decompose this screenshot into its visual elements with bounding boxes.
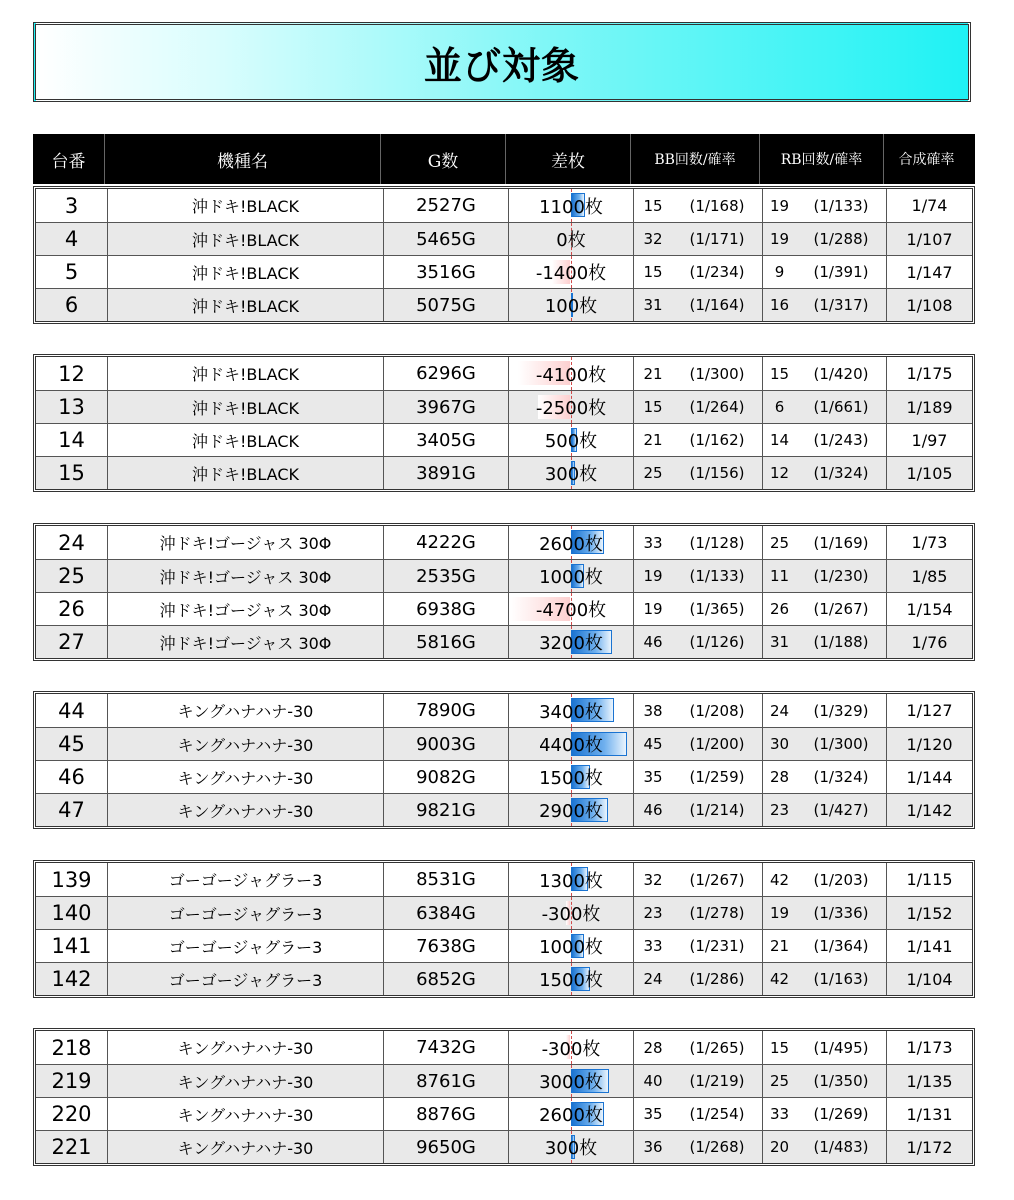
bb-rate: (1/164) — [672, 289, 763, 321]
bb-rate: (1/365) — [672, 593, 763, 625]
diff-label: 4400枚 — [539, 735, 603, 756]
combined-rate: 1/189 — [906, 397, 953, 417]
coin-difference — [509, 930, 634, 962]
bb-count: 33 — [643, 533, 663, 552]
rb-count: 6 — [774, 398, 785, 416]
machine-group — [33, 1028, 975, 1166]
combined-rate: 1/131 — [906, 1104, 953, 1124]
coin-difference — [509, 963, 634, 995]
table-row — [36, 255, 972, 288]
diff-label: 2600枚 — [539, 533, 603, 555]
combined-rate: 1/144 — [906, 767, 953, 787]
machine-group — [33, 354, 975, 492]
machine-name: 沖ドキ!BLACK — [108, 424, 384, 456]
bb-rate: (1/126) — [672, 626, 763, 658]
combined-rate: 1/115 — [906, 870, 953, 889]
coin-difference — [509, 256, 634, 288]
bb-rate: (1/156) — [672, 457, 763, 489]
game-count: 3891G — [384, 457, 509, 489]
bb-count: 25 — [643, 464, 663, 482]
machine-number: 45 — [36, 728, 108, 760]
table-row — [36, 288, 972, 321]
coin-difference — [509, 189, 634, 222]
machine-number: 44 — [36, 694, 108, 727]
bb-count: 32 — [643, 230, 663, 248]
coin-difference — [509, 1131, 634, 1163]
header-combined: 合成確率 — [898, 152, 955, 168]
combined-rate: 1/85 — [911, 566, 948, 586]
machine-number: 26 — [36, 593, 108, 625]
coin-difference — [509, 357, 634, 390]
bb-rate: (1/267) — [672, 863, 763, 896]
combined-rate: 1/74 — [911, 196, 948, 215]
bb-rate: (1/162) — [672, 424, 763, 456]
game-count: 9082G — [384, 761, 509, 793]
header-rb: RB回数/確率 — [760, 134, 884, 184]
combined-rate: 1/76 — [911, 632, 948, 652]
bb-rate: (1/133) — [672, 560, 763, 592]
bb-rate: (1/264) — [672, 391, 763, 423]
table-row — [36, 1031, 972, 1064]
diff-label: 100枚 — [544, 296, 598, 317]
machine-number: 219 — [36, 1065, 108, 1097]
combined-rate: 1/172 — [906, 1137, 953, 1157]
diff-label: 300枚 — [544, 464, 598, 485]
game-count: 5075G — [384, 289, 509, 321]
machine-number: 12 — [36, 357, 108, 390]
rb-rate: (1/364) — [796, 930, 887, 962]
coin-difference — [509, 1098, 634, 1130]
coin-difference — [509, 626, 634, 658]
rb-rate: (1/495) — [796, 1031, 887, 1064]
game-count: 8531G — [384, 863, 509, 896]
machine-name: 沖ドキ!ゴージャス 30Φ — [108, 560, 384, 592]
machine-name: ゴーゴージャグラー3 — [108, 930, 384, 962]
bb-rate: (1/168) — [672, 189, 763, 222]
game-count: 5816G — [384, 626, 509, 658]
table-row — [36, 1097, 972, 1130]
bb-rate: (1/231) — [672, 930, 763, 962]
rb-rate: (1/324) — [796, 761, 887, 793]
bb-count: 28 — [643, 1038, 663, 1057]
combined-rate: 1/108 — [906, 295, 953, 315]
machine-name: キングハナハナ-30 — [108, 1065, 384, 1097]
bb-count: 15 — [643, 196, 663, 215]
rb-count: 25 — [769, 533, 790, 552]
machine-name: 沖ドキ!ゴージャス 30Φ — [108, 526, 384, 559]
rb-rate: (1/267) — [796, 593, 887, 625]
rb-rate: (1/324) — [796, 457, 887, 489]
rb-rate: (1/317) — [796, 289, 887, 321]
rb-count: 19 — [769, 196, 790, 215]
machine-number: 27 — [36, 626, 108, 658]
machine-number: 47 — [36, 794, 108, 826]
game-count: 9821G — [384, 794, 509, 826]
bb-count: 15 — [643, 398, 663, 416]
rb-rate: (1/300) — [796, 728, 887, 760]
bb-count: 21 — [643, 364, 663, 383]
rb-count: 15 — [769, 1038, 790, 1057]
machine-name: キングハナハナ-30 — [108, 761, 384, 793]
rb-rate: (1/661) — [796, 391, 887, 423]
machine-number: 142 — [36, 963, 108, 995]
coin-difference — [509, 794, 634, 826]
header-bb: BB回数/確率 — [631, 134, 760, 184]
diff-label: 3200枚 — [539, 633, 603, 654]
game-count: 7890G — [384, 694, 509, 727]
machine-group — [33, 523, 975, 661]
diff-label: -2500枚 — [535, 398, 607, 419]
game-count: 6938G — [384, 593, 509, 625]
table-row — [36, 1130, 972, 1163]
machine-name: ゴーゴージャグラー3 — [108, 897, 384, 929]
game-count: 7432G — [384, 1031, 509, 1064]
rb-count: 15 — [769, 364, 790, 383]
diff-label: 1500枚 — [539, 768, 603, 789]
rb-rate: (1/188) — [796, 626, 887, 658]
machine-name: キングハナハナ-30 — [108, 694, 384, 727]
coin-difference — [509, 560, 634, 592]
table-row — [36, 189, 972, 222]
rb-rate: (1/420) — [796, 357, 887, 390]
machine-number: 139 — [36, 863, 108, 896]
combined-rate: 1/104 — [906, 969, 953, 989]
game-count: 2527G — [384, 189, 509, 222]
table-row — [36, 222, 972, 255]
rb-count: 42 — [769, 970, 790, 988]
header-name: 機種名 — [105, 134, 381, 184]
bb-count: 23 — [643, 904, 663, 922]
bb-rate: (1/254) — [672, 1098, 763, 1130]
rb-rate: (1/169) — [796, 526, 887, 559]
machine-number: 221 — [36, 1131, 108, 1163]
machine-name: キングハナハナ-30 — [108, 1098, 384, 1130]
machine-name: 沖ドキ!BLACK — [108, 289, 384, 321]
diff-label: 300枚 — [544, 1138, 598, 1159]
combined-rate: 1/135 — [906, 1071, 953, 1091]
rb-rate: (1/163) — [796, 963, 887, 995]
game-count: 6296G — [384, 357, 509, 390]
game-count: 3405G — [384, 424, 509, 456]
bb-count: 31 — [643, 296, 663, 314]
game-count: 2535G — [384, 560, 509, 592]
bb-count: 46 — [643, 801, 663, 819]
machine-name: 沖ドキ!BLACK — [108, 391, 384, 423]
coin-difference — [509, 526, 634, 559]
machine-number: 220 — [36, 1098, 108, 1130]
table-row — [36, 896, 972, 929]
bb-rate: (1/265) — [672, 1031, 763, 1064]
coin-difference — [509, 863, 634, 896]
bb-rate: (1/171) — [672, 223, 763, 255]
table-row — [36, 727, 972, 760]
coin-difference — [509, 1031, 634, 1064]
table-row — [36, 694, 972, 727]
machine-number: 15 — [36, 457, 108, 489]
bb-count: 45 — [643, 735, 663, 753]
table-row — [36, 592, 972, 625]
combined-rate: 1/154 — [906, 599, 953, 619]
machine-name: 沖ドキ!BLACK — [108, 223, 384, 255]
rb-rate: (1/243) — [796, 424, 887, 456]
game-count: 4222G — [384, 526, 509, 559]
machine-name: キングハナハナ-30 — [108, 1131, 384, 1163]
machine-name: ゴーゴージャグラー3 — [108, 863, 384, 896]
combined-rate: 1/107 — [906, 229, 953, 249]
rb-count: 19 — [769, 904, 790, 922]
rb-rate: (1/230) — [796, 560, 887, 592]
game-count: 8761G — [384, 1065, 509, 1097]
game-count: 6852G — [384, 963, 509, 995]
combined-rate: 1/105 — [906, 463, 953, 483]
table-row — [36, 390, 972, 423]
table-row — [36, 962, 972, 995]
game-count: 3516G — [384, 256, 509, 288]
machine-name: キングハナハナ-30 — [108, 794, 384, 826]
machine-group — [33, 186, 975, 324]
bb-count: 36 — [643, 1138, 663, 1156]
machine-name: 沖ドキ!BLACK — [108, 256, 384, 288]
coin-difference — [509, 289, 634, 321]
bb-rate: (1/259) — [672, 761, 763, 793]
rb-count: 33 — [769, 1105, 790, 1123]
bb-count: 19 — [643, 600, 663, 618]
table-row — [36, 559, 972, 592]
bb-count: 46 — [643, 633, 663, 651]
machine-number: 3 — [36, 189, 108, 222]
coin-difference — [509, 761, 634, 793]
bb-rate: (1/234) — [672, 256, 763, 288]
header-games: G数 — [381, 134, 506, 184]
table-row — [36, 760, 972, 793]
diff-label: 1500枚 — [539, 970, 603, 991]
machine-name: キングハナハナ-30 — [108, 1031, 384, 1064]
bb-rate: (1/208) — [672, 694, 763, 727]
combined-rate: 1/152 — [906, 903, 953, 923]
rb-rate: (1/203) — [796, 863, 887, 896]
rb-count: 26 — [769, 600, 790, 618]
machine-number: 140 — [36, 897, 108, 929]
diff-label: 1100枚 — [539, 196, 603, 218]
rb-count: 42 — [769, 870, 790, 889]
table-row — [36, 1064, 972, 1097]
table-row — [36, 423, 972, 456]
bb-count: 38 — [643, 701, 663, 720]
page-title: 並び対象 — [423, 43, 580, 88]
table-row — [36, 793, 972, 826]
coin-difference — [509, 424, 634, 456]
combined-rate: 1/147 — [906, 262, 953, 282]
rb-rate: (1/133) — [796, 189, 887, 222]
rb-count: 19 — [769, 230, 790, 248]
rb-rate: (1/427) — [796, 794, 887, 826]
rb-count: 25 — [769, 1072, 790, 1090]
bb-count: 33 — [643, 937, 663, 955]
table-row — [36, 456, 972, 489]
bb-rate: (1/214) — [672, 794, 763, 826]
game-count: 7638G — [384, 930, 509, 962]
bb-rate: (1/128) — [672, 526, 763, 559]
machine-number: 25 — [36, 560, 108, 592]
coin-difference — [509, 391, 634, 423]
diff-label: 1000枚 — [539, 937, 603, 958]
machine-name: ゴーゴージャグラー3 — [108, 963, 384, 995]
rb-count: 31 — [769, 633, 790, 651]
combined-rate: 1/127 — [906, 701, 953, 720]
rb-count: 14 — [769, 431, 790, 449]
bb-rate: (1/200) — [672, 728, 763, 760]
bb-count: 15 — [643, 263, 663, 281]
rb-count: 30 — [769, 735, 790, 753]
machine-number: 6 — [36, 289, 108, 321]
table-row — [36, 929, 972, 962]
rb-rate: (1/288) — [796, 223, 887, 255]
rb-count: 12 — [769, 464, 790, 482]
machine-group — [33, 860, 975, 998]
bb-rate: (1/286) — [672, 963, 763, 995]
diff-label: 3400枚 — [539, 701, 603, 723]
rb-count: 20 — [769, 1138, 790, 1156]
machine-number: 46 — [36, 761, 108, 793]
bb-count: 32 — [643, 870, 663, 889]
combined-rate: 1/142 — [906, 800, 953, 820]
bb-rate: (1/268) — [672, 1131, 763, 1163]
coin-difference — [509, 457, 634, 489]
diff-label: 3000枚 — [539, 1072, 603, 1093]
rb-count: 11 — [769, 567, 790, 585]
rb-rate: (1/391) — [796, 256, 887, 288]
table-row — [36, 526, 972, 559]
rb-count: 21 — [769, 937, 790, 955]
diff-label: 1000枚 — [539, 567, 603, 588]
header-num: 台番 — [33, 134, 105, 184]
combined-rate: 1/97 — [911, 430, 948, 450]
table-row — [36, 625, 972, 658]
machine-name: 沖ドキ!BLACK — [108, 457, 384, 489]
combined-rate: 1/120 — [906, 734, 953, 754]
table-header — [33, 134, 975, 184]
table-row — [36, 357, 972, 390]
coin-difference — [509, 694, 634, 727]
game-count: 6384G — [384, 897, 509, 929]
table-row — [36, 863, 972, 896]
diff-label: -300枚 — [541, 904, 601, 925]
machine-number: 13 — [36, 391, 108, 423]
title-banner — [33, 22, 971, 102]
machine-group — [33, 691, 975, 829]
machine-number: 5 — [36, 256, 108, 288]
machine-name: 沖ドキ!BLACK — [108, 357, 384, 390]
bb-count: 40 — [643, 1072, 663, 1090]
coin-difference — [509, 593, 634, 625]
combined-rate: 1/141 — [906, 936, 953, 956]
rb-count: 9 — [774, 263, 785, 281]
machine-name: 沖ドキ!BLACK — [108, 189, 384, 222]
bb-rate: (1/278) — [672, 897, 763, 929]
machine-number: 218 — [36, 1031, 108, 1064]
bb-rate: (1/219) — [672, 1065, 763, 1097]
bb-rate: (1/300) — [672, 357, 763, 390]
combined-rate: 1/73 — [911, 533, 948, 552]
diff-label: 500枚 — [544, 431, 598, 452]
diff-label: -4100枚 — [535, 364, 607, 386]
rb-count: 24 — [769, 701, 790, 720]
machine-number: 24 — [36, 526, 108, 559]
game-count: 5465G — [384, 223, 509, 255]
diff-label: 0枚 — [556, 230, 586, 251]
rb-rate: (1/336) — [796, 897, 887, 929]
coin-difference — [509, 897, 634, 929]
rb-rate: (1/483) — [796, 1131, 887, 1163]
diff-label: 1300枚 — [539, 870, 603, 892]
rb-count: 28 — [769, 768, 790, 786]
bb-count: 21 — [643, 431, 663, 449]
bb-count: 19 — [643, 567, 663, 585]
bb-count: 24 — [643, 970, 663, 988]
rb-count: 16 — [769, 296, 790, 314]
bb-count: 35 — [643, 1105, 663, 1123]
coin-difference — [509, 223, 634, 255]
combined-rate: 1/175 — [906, 364, 953, 383]
game-count: 8876G — [384, 1098, 509, 1130]
rb-rate: (1/269) — [796, 1098, 887, 1130]
rb-count: 23 — [769, 801, 790, 819]
diff-label: 2900枚 — [539, 801, 603, 822]
game-count: 9003G — [384, 728, 509, 760]
diff-label: -1400枚 — [535, 263, 607, 284]
machine-name: 沖ドキ!ゴージャス 30Φ — [108, 626, 384, 658]
machine-number: 141 — [36, 930, 108, 962]
rb-rate: (1/350) — [796, 1065, 887, 1097]
rb-rate: (1/329) — [796, 694, 887, 727]
machine-name: 沖ドキ!ゴージャス 30Φ — [108, 593, 384, 625]
game-count: 9650G — [384, 1131, 509, 1163]
machine-number: 14 — [36, 424, 108, 456]
machine-number: 4 — [36, 223, 108, 255]
diff-label: -4700枚 — [535, 600, 607, 621]
diff-label: -300枚 — [541, 1038, 601, 1060]
header-diff: 差枚 — [506, 134, 631, 184]
machine-name: キングハナハナ-30 — [108, 728, 384, 760]
coin-difference — [509, 1065, 634, 1097]
combined-rate: 1/173 — [906, 1038, 953, 1057]
diff-label: 2600枚 — [539, 1105, 603, 1126]
game-count: 3967G — [384, 391, 509, 423]
coin-difference — [509, 728, 634, 760]
bb-count: 35 — [643, 768, 663, 786]
